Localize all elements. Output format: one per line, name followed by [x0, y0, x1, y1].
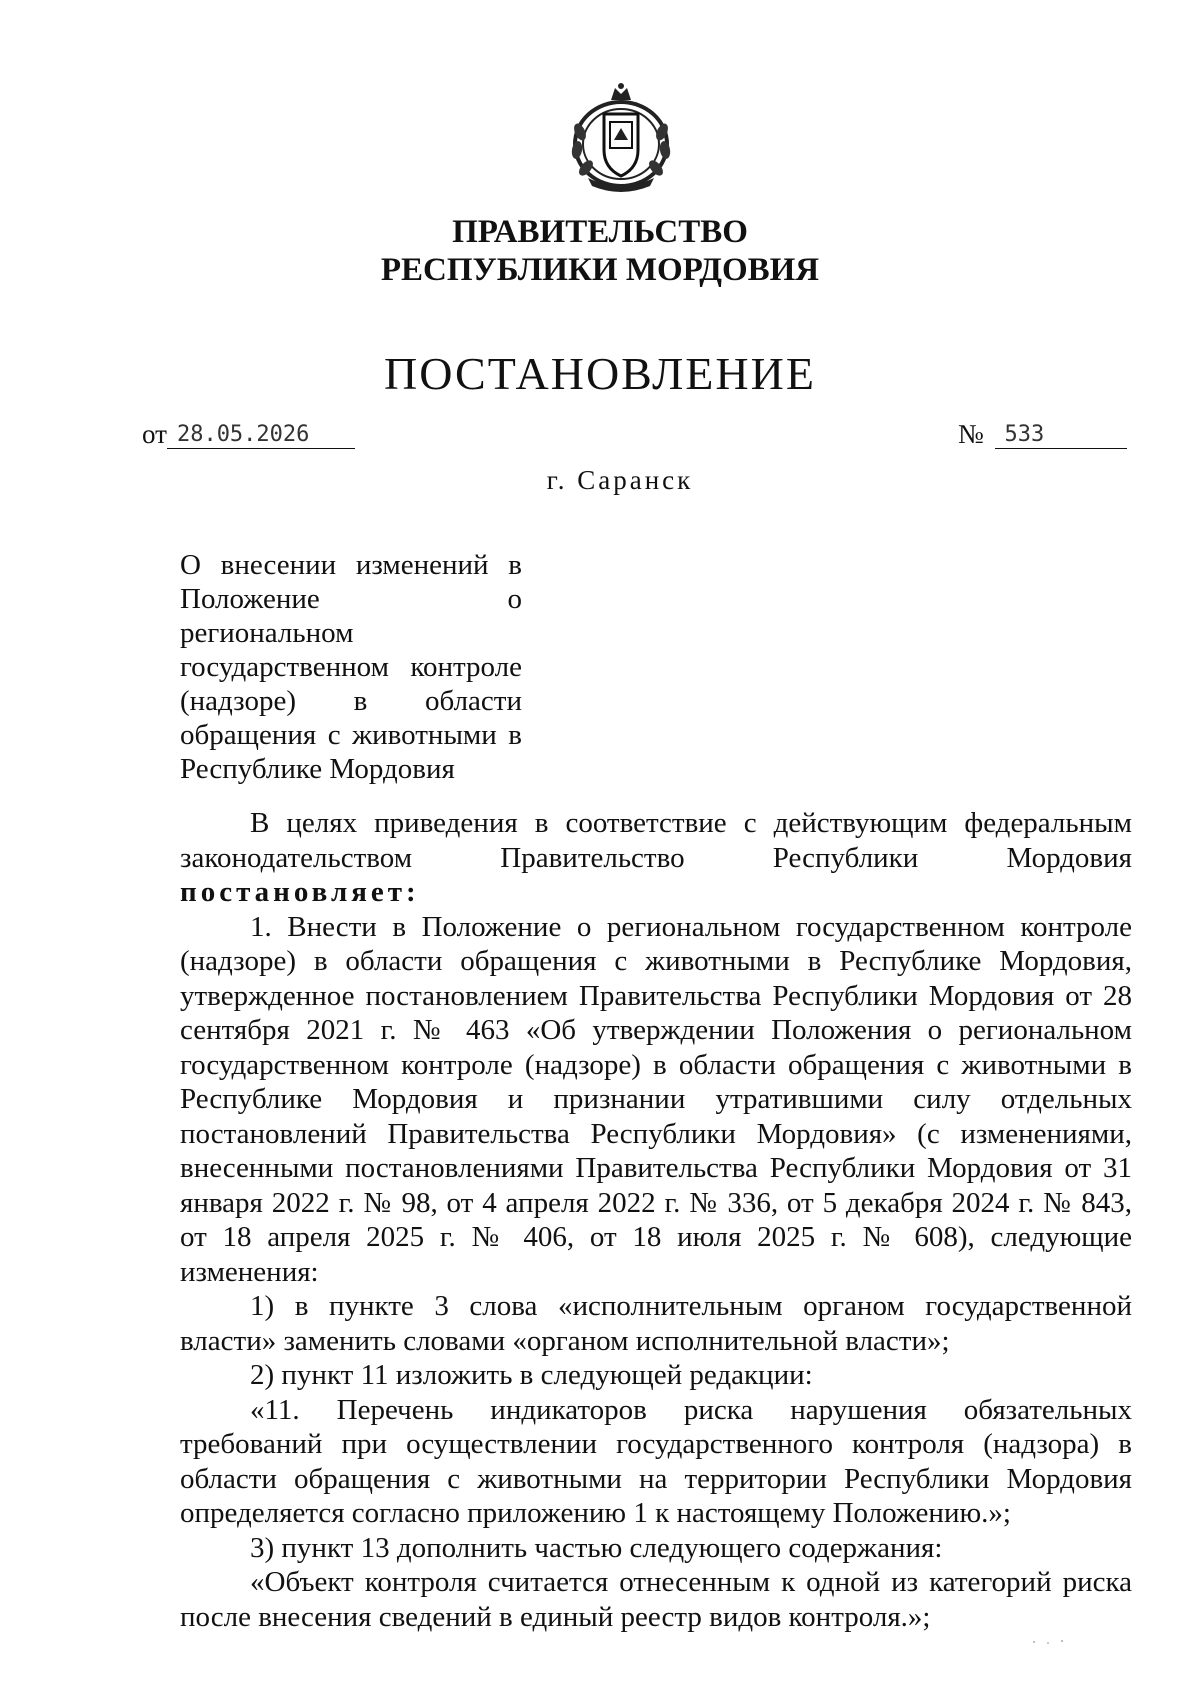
paragraph-item-1: 1) в пункте 3 слова «исполнительным органом государственной власти» заменить словами «органом исполнительной власти»;	[180, 1290, 1132, 1357]
number-value: 533	[995, 422, 1127, 449]
date-field	[142, 418, 355, 450]
paragraph-item-2-text: «11. Перечень индикаторов риска нарушения обязательных требований при осуществлении государственного контроля (надзора) в области обращения с животными на территории Республики Мордовия определяется согласно приложению 1 к настоящему Положению.»;	[180, 1393, 1132, 1529]
scan-artifact	[1030, 1638, 1070, 1646]
preamble-text: В целях приведения в соответствие с действующим федеральным законодательством Правительство Республики Мордовия	[180, 807, 1132, 874]
document-body	[180, 806, 1132, 1634]
date-prefix: от	[142, 419, 167, 449]
coat-of-arms-icon	[566, 82, 676, 194]
preamble	[180, 806, 1132, 910]
date-value: 28.05.2026	[167, 422, 355, 449]
org-title-line1: ПРАВИТЕЛЬСТВО	[452, 214, 748, 250]
paragraph-1: 1. Внести в Положение о региональном государственном контроле (надзоре) в области обращения с животными в Республике Мордовия, утвержденное постановлением Правительства Республики Мордовия от 28 сентября 2021 г. № 463 «Об утверждении Положения о региональном государственном контроле (надзоре) в области обращения с животными в Республике Мордовия и признании утратившими силу отдельных постановлений Правительства Республики Мордовия» (с изменениями, внесенными постановлениями Правительства Республики Мордовия от 31 января 2022 г. № 98, от 4 апреля 2022 г. № 336, от 5 декабря 2024 г. № 843, от 18 апреля 2025 г. № 406, от 18 июля 2025 г. № 608), следующие изменения:	[180, 910, 1132, 1288]
number-prefix: №	[958, 419, 984, 449]
document-subject: О внесении изменений в Положение о региональном государственном контроле (надзоре) в области обращения с животными в Республике Мордовия	[180, 549, 522, 785]
paragraph-item-3: 3) пункт 13 дополнить частью следующего содержания:	[250, 1531, 943, 1564]
document-type: ПОСТАНОВЛЕНИЕ	[384, 348, 816, 399]
org-title-line2: РЕСПУБЛИКИ МОРДОВИЯ	[380, 252, 820, 288]
paragraph-item-3-text: «Объект контроля считается отнесенным к одной из категорий риска после внесения сведений в единый реестр видов контроля.»;	[180, 1566, 1132, 1633]
resolves-keyword: постановляет:	[180, 876, 420, 908]
paragraph-item-2: 2) пункт 11 изложить в следующей редакции:	[250, 1359, 813, 1391]
number-field	[958, 418, 1127, 450]
city: г. Саранск	[546, 465, 694, 495]
